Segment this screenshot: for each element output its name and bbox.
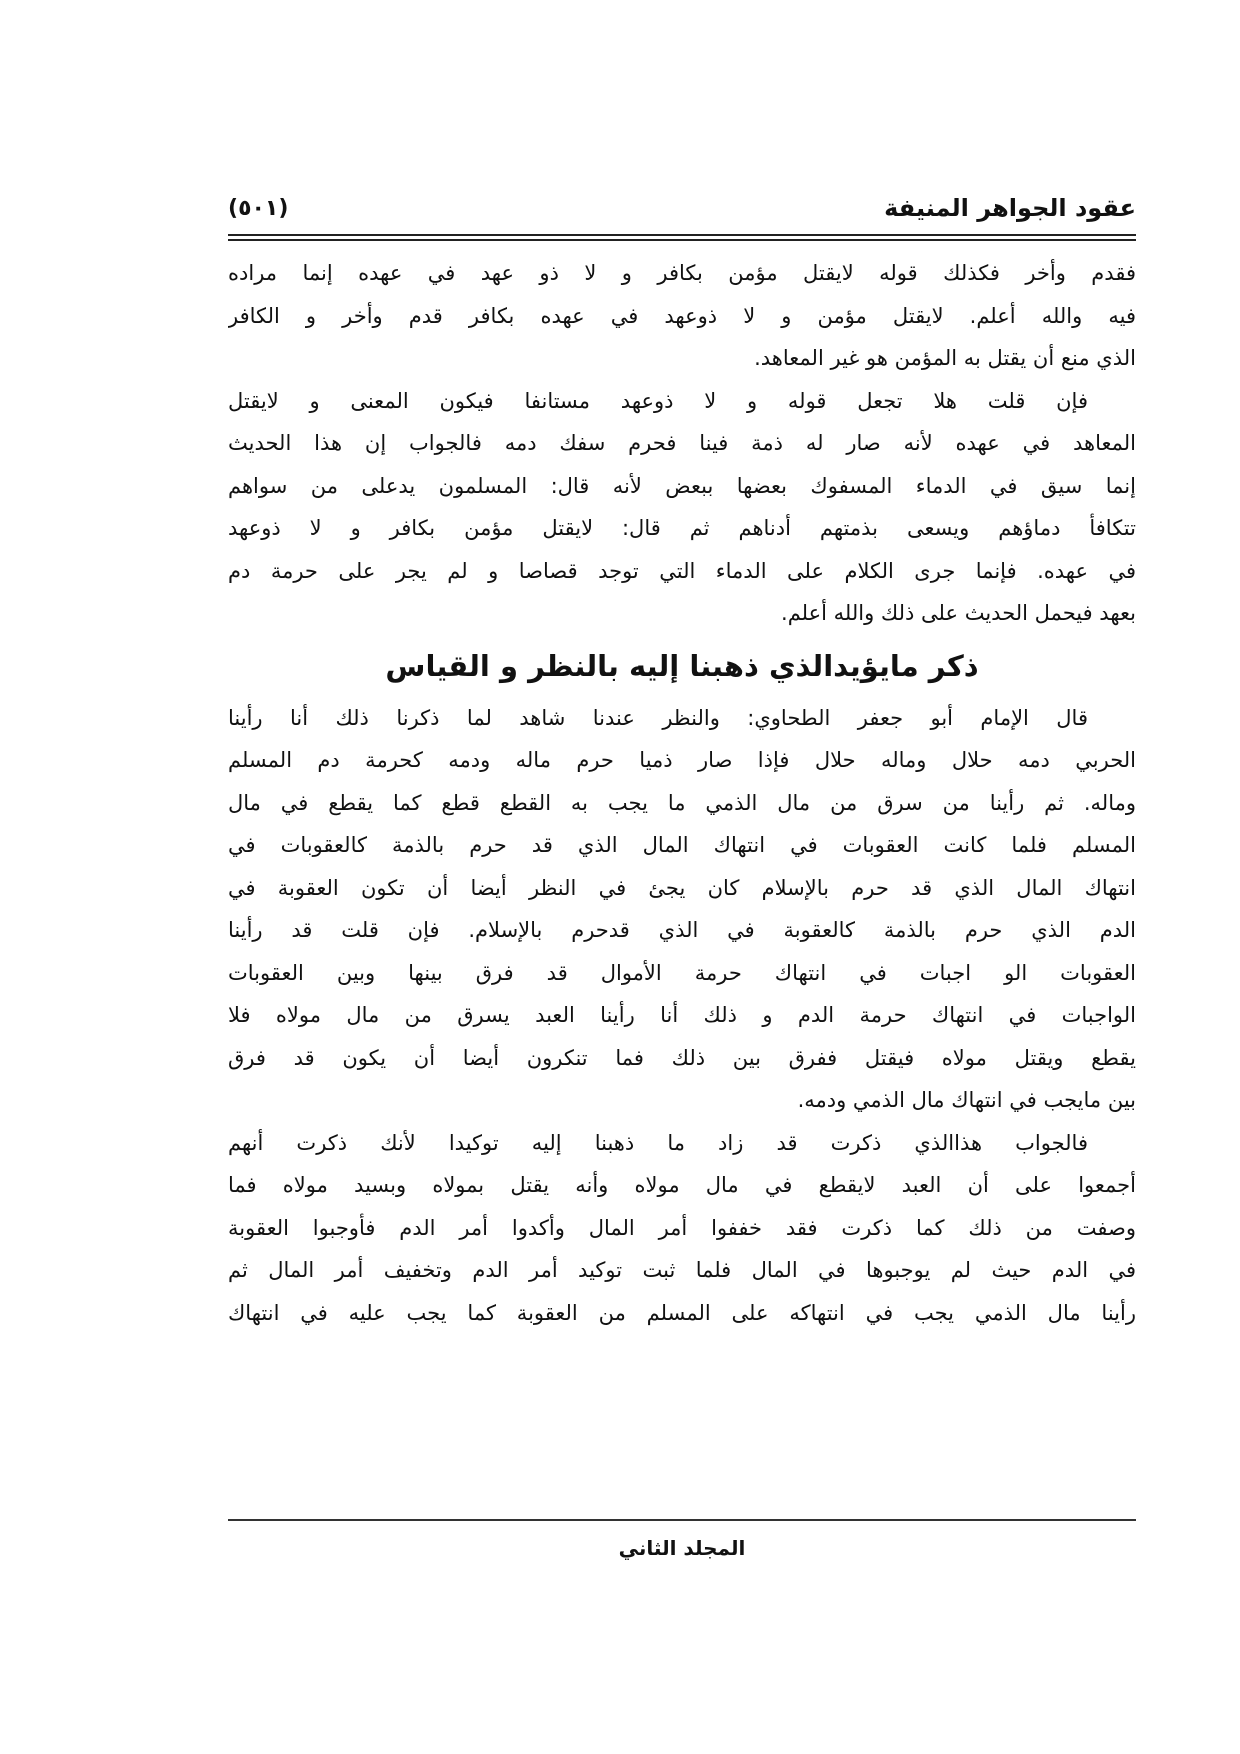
text-line: الواجبات في انتهاك حرمة الدم و ذلك أنا رأينا العبد يسرق من مال مولاه فلا (228, 1003, 1136, 1027)
text-line: قال الإمام أبو جعفر الطحاوي: والنظر عندنا شاهد لما ذكرنا ذلك أنا رأينا (228, 705, 1088, 730)
text-line: فيه والله أعلم. لايقتل مؤمن و لا ذوعهد في عهده بكافر قدم وأخر و الكافر (228, 303, 1136, 328)
text-line: المسلم فلما كانت العقوبات في انتهاك المال الذي قد حرم بالذمة كالعقوبات في (228, 833, 1136, 857)
text-line: فالجواب هذاالذي ذكرت قد زاد ما ذهبنا إليه توكيدا لأنك ذكرت أنهم (228, 1130, 1088, 1155)
page-body (228, 252, 1136, 1334)
page-number: (٥٠١) (228, 195, 289, 221)
header-double-rule (228, 234, 1136, 241)
text-line: أجمعوا على أن العبد لايقطع في مال مولاه وأنه يقتل بمولاه وبسيد مولاه فما (228, 1173, 1136, 1197)
text-line: بعهد فيحمل الحديث على ذلك والله أعلم. (781, 601, 1136, 625)
text-line: وماله. ثم رأينا من سرق من مال الذمي ما يجب به القطع قطع كما يقطع في مال (228, 790, 1136, 815)
text-line: انتهاك المال الذي قد حرم بالإسلام كان يجئ في النظر أيضا أن تكون العقوبة في (228, 875, 1136, 900)
paragraph (228, 697, 1136, 1122)
text-line: المعاهد في عهده لأنه صار له ذمة فينا فحرم سفك دمه فالجواب إن هذا الحديث (228, 431, 1136, 455)
text-line: الذي منع أن يقتل به المؤمن هو غير المعاهد. (754, 346, 1136, 370)
text-line: وصفت من ذلك كما ذكرت فقد خففوا أمر المال وأكدوا أمر الدم فأوجبوا العقوبة (228, 1215, 1136, 1240)
text-line: الدم الذي حرم بالذمة كالعقوبة في الذي قدحرم بالإسلام. فإن قلت قد رأينا (228, 918, 1136, 942)
text-line: في الدم حيث لم يوجبوها في المال فلما ثبت توكيد أمر الدم وتخفيف أمر المال ثم (228, 1258, 1136, 1282)
text-line: يقطع ويقتل مولاه فيقتل ففرق بين ذلك فما تنكرون أيضا أن يكون قد فرق (228, 1045, 1136, 1070)
paragraph (228, 380, 1136, 635)
paragraph (228, 252, 1136, 380)
volume-footer: المجلد الثاني (618, 1536, 746, 1560)
section-heading: ذكر مايؤيدالذي ذهبنا إليه بالنظر و القياس (385, 648, 979, 683)
text-line: فقدم وأخر فكذلك قوله لايقتل مؤمن بكافر و لا ذو عهد في عهده إنما مراده (228, 261, 1136, 285)
book-title: عقود الجواهر المنيفة (884, 194, 1136, 222)
text-line: بين مايجب في انتهاك مال الذمي ودمه. (797, 1088, 1136, 1112)
text-line: فإن قلت هلا تجعل قوله و لا ذوعهد مستانفا فيكون المعنى و لايقتل (228, 388, 1088, 413)
paragraph (228, 1122, 1136, 1335)
text-line: رأينا مال الذمي يجب في انتهاكه على المسلم من العقوبة كما يجب عليه في انتهاك (228, 1300, 1136, 1325)
text-line: في عهده. فإنما جرى الكلام على الدماء التي توجد قصاصا و لم يجر على حرمة دم (228, 558, 1136, 583)
text-line: تتكافأ دماؤهم ويسعى بذمتهم أدناهم ثم قال: لايقتل مؤمن بكافر و لا ذوعهد (228, 516, 1136, 540)
text-line: إنما سيق في الدماء المسفوك بعضها ببعض لأنه قال: المسلمون يدعلى من سواهم (228, 473, 1136, 498)
text-line: العقوبات الو اجبات في انتهاك حرمة الأموال قد فرق بينها وبين العقوبات (228, 960, 1136, 985)
text-line: الحربي دمه حلال وماله حلال فإذا صار ذميا حرم ماله ودمه كحرمة دم المسلم (228, 748, 1136, 772)
running-header (228, 186, 1136, 230)
footer-rule (228, 1519, 1136, 1521)
